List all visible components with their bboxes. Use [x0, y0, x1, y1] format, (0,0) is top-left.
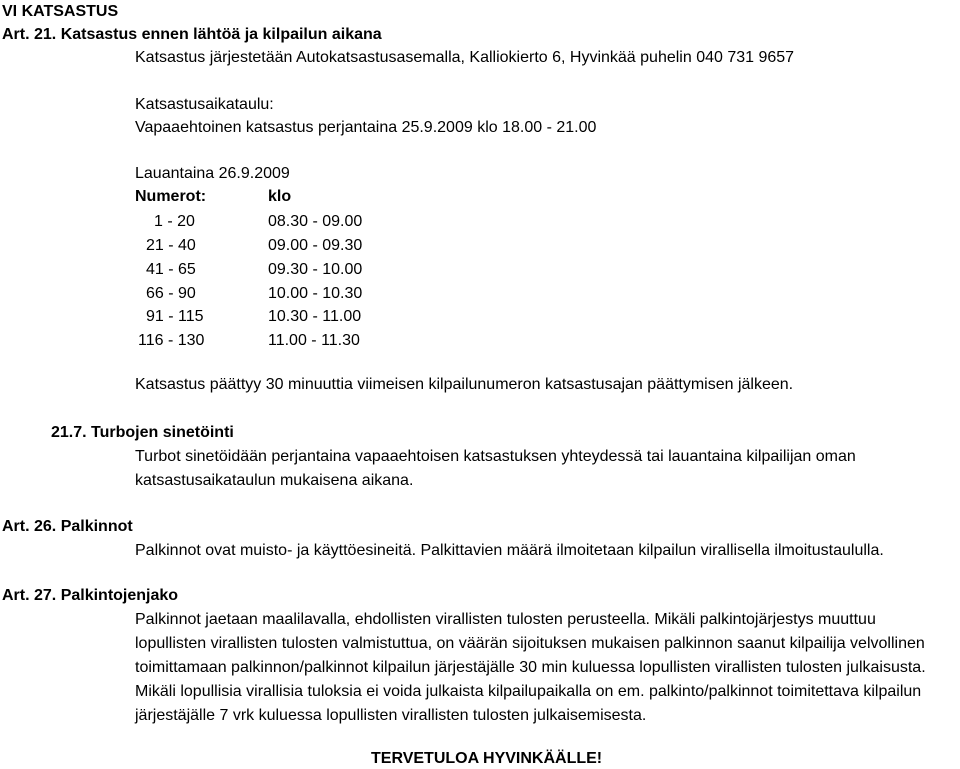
row-time: 09.30 - 10.00	[268, 261, 363, 278]
inspection-end-note: Katsastus päättyy 30 minuuttia viimeisen kilpailunumeron katsastusajan päättymisen jälkeen.	[135, 376, 794, 393]
saturday-date: Lauantaina 26.9.2009	[135, 165, 290, 182]
schedule-heading: Katsastusaikataulu:	[135, 96, 274, 113]
art27-line: lopullisten virallisten tulosten valmistuttua, on väärän sijoituksen mukaisen palkinnon saanut kilpailija velvollinen	[135, 635, 925, 652]
row-numbers: 41 - 65	[146, 261, 196, 278]
row-time: 08.30 - 09.00	[268, 213, 363, 230]
row-numbers: 1 - 20	[154, 213, 195, 230]
row-time: 10.30 - 11.00	[268, 308, 362, 325]
art27-line: toimittamaan palkinnon/palkinnot kilpailun järjestäjälle 30 min kuluessa lopullisten virallisten tulosten julkaisusta.	[135, 659, 926, 676]
table-header-time: klo	[268, 188, 292, 205]
art26-text: Palkinnot ovat muisto- ja käyttöesineitä. Palkittavien määrä ilmoitetaan kilpailun virallisella ilmoitustaululla.	[135, 542, 884, 559]
row-time: 10.00 - 10.30	[268, 285, 363, 302]
row-numbers: 21 - 40	[146, 237, 196, 254]
art27-line: Palkinnot jaetaan maalilavalla, ehdollisten virallisten tulosten perusteella. Mikäli palkintojärjestys muuttuu	[135, 611, 876, 628]
table-header-numbers: Numerot:	[135, 188, 207, 205]
section-heading: VI KATSASTUS	[2, 3, 119, 20]
row-numbers: 116 - 130	[138, 332, 205, 349]
art21-title: Art. 21. Katsastus ennen lähtöä ja kilpailun aikana	[2, 26, 382, 43]
art27-line: Mikäli lopullisia virallisia tuloksia ei voida julkaista kilpailupaikalla on em. palkinto/palkinnot toimitettava kilpailun	[135, 683, 922, 700]
row-time: 09.00 - 09.30	[268, 237, 363, 254]
sec217-line: Turbot sinetöidään perjantaina vapaaehtoisen katsastuksen yhteydessä tai lauantaina kilpailijan oman	[135, 448, 856, 465]
sec217-title: 21.7. Turbojen sinetöinti	[51, 424, 234, 441]
art26-title: Art. 26. Palkinnot	[2, 518, 133, 535]
welcome-text: TERVETULOA HYVINKÄÄLLE!	[371, 750, 603, 767]
art27-title: Art. 27. Palkintojenjako	[2, 587, 179, 604]
art27-line: järjestäjälle 7 vrk kuluessa lopullisten virallisten tulosten julkaisemisesta.	[135, 707, 647, 724]
friday-inspection: Vapaaehtoinen katsastus perjantaina 25.9.2009 klo 18.00 - 21.00	[135, 119, 597, 136]
row-numbers: 66 - 90	[146, 285, 196, 302]
row-time: 11.00 - 11.30	[268, 332, 360, 349]
sec217-line: katsastusaikataulun mukaisena aikana.	[135, 472, 414, 489]
row-numbers: 91 - 115	[146, 308, 204, 325]
inspection-location: Katsastus järjestetään Autokatsastusasemalla, Kalliokierto 6, Hyvinkää puhelin 040 731 9657	[135, 49, 795, 66]
